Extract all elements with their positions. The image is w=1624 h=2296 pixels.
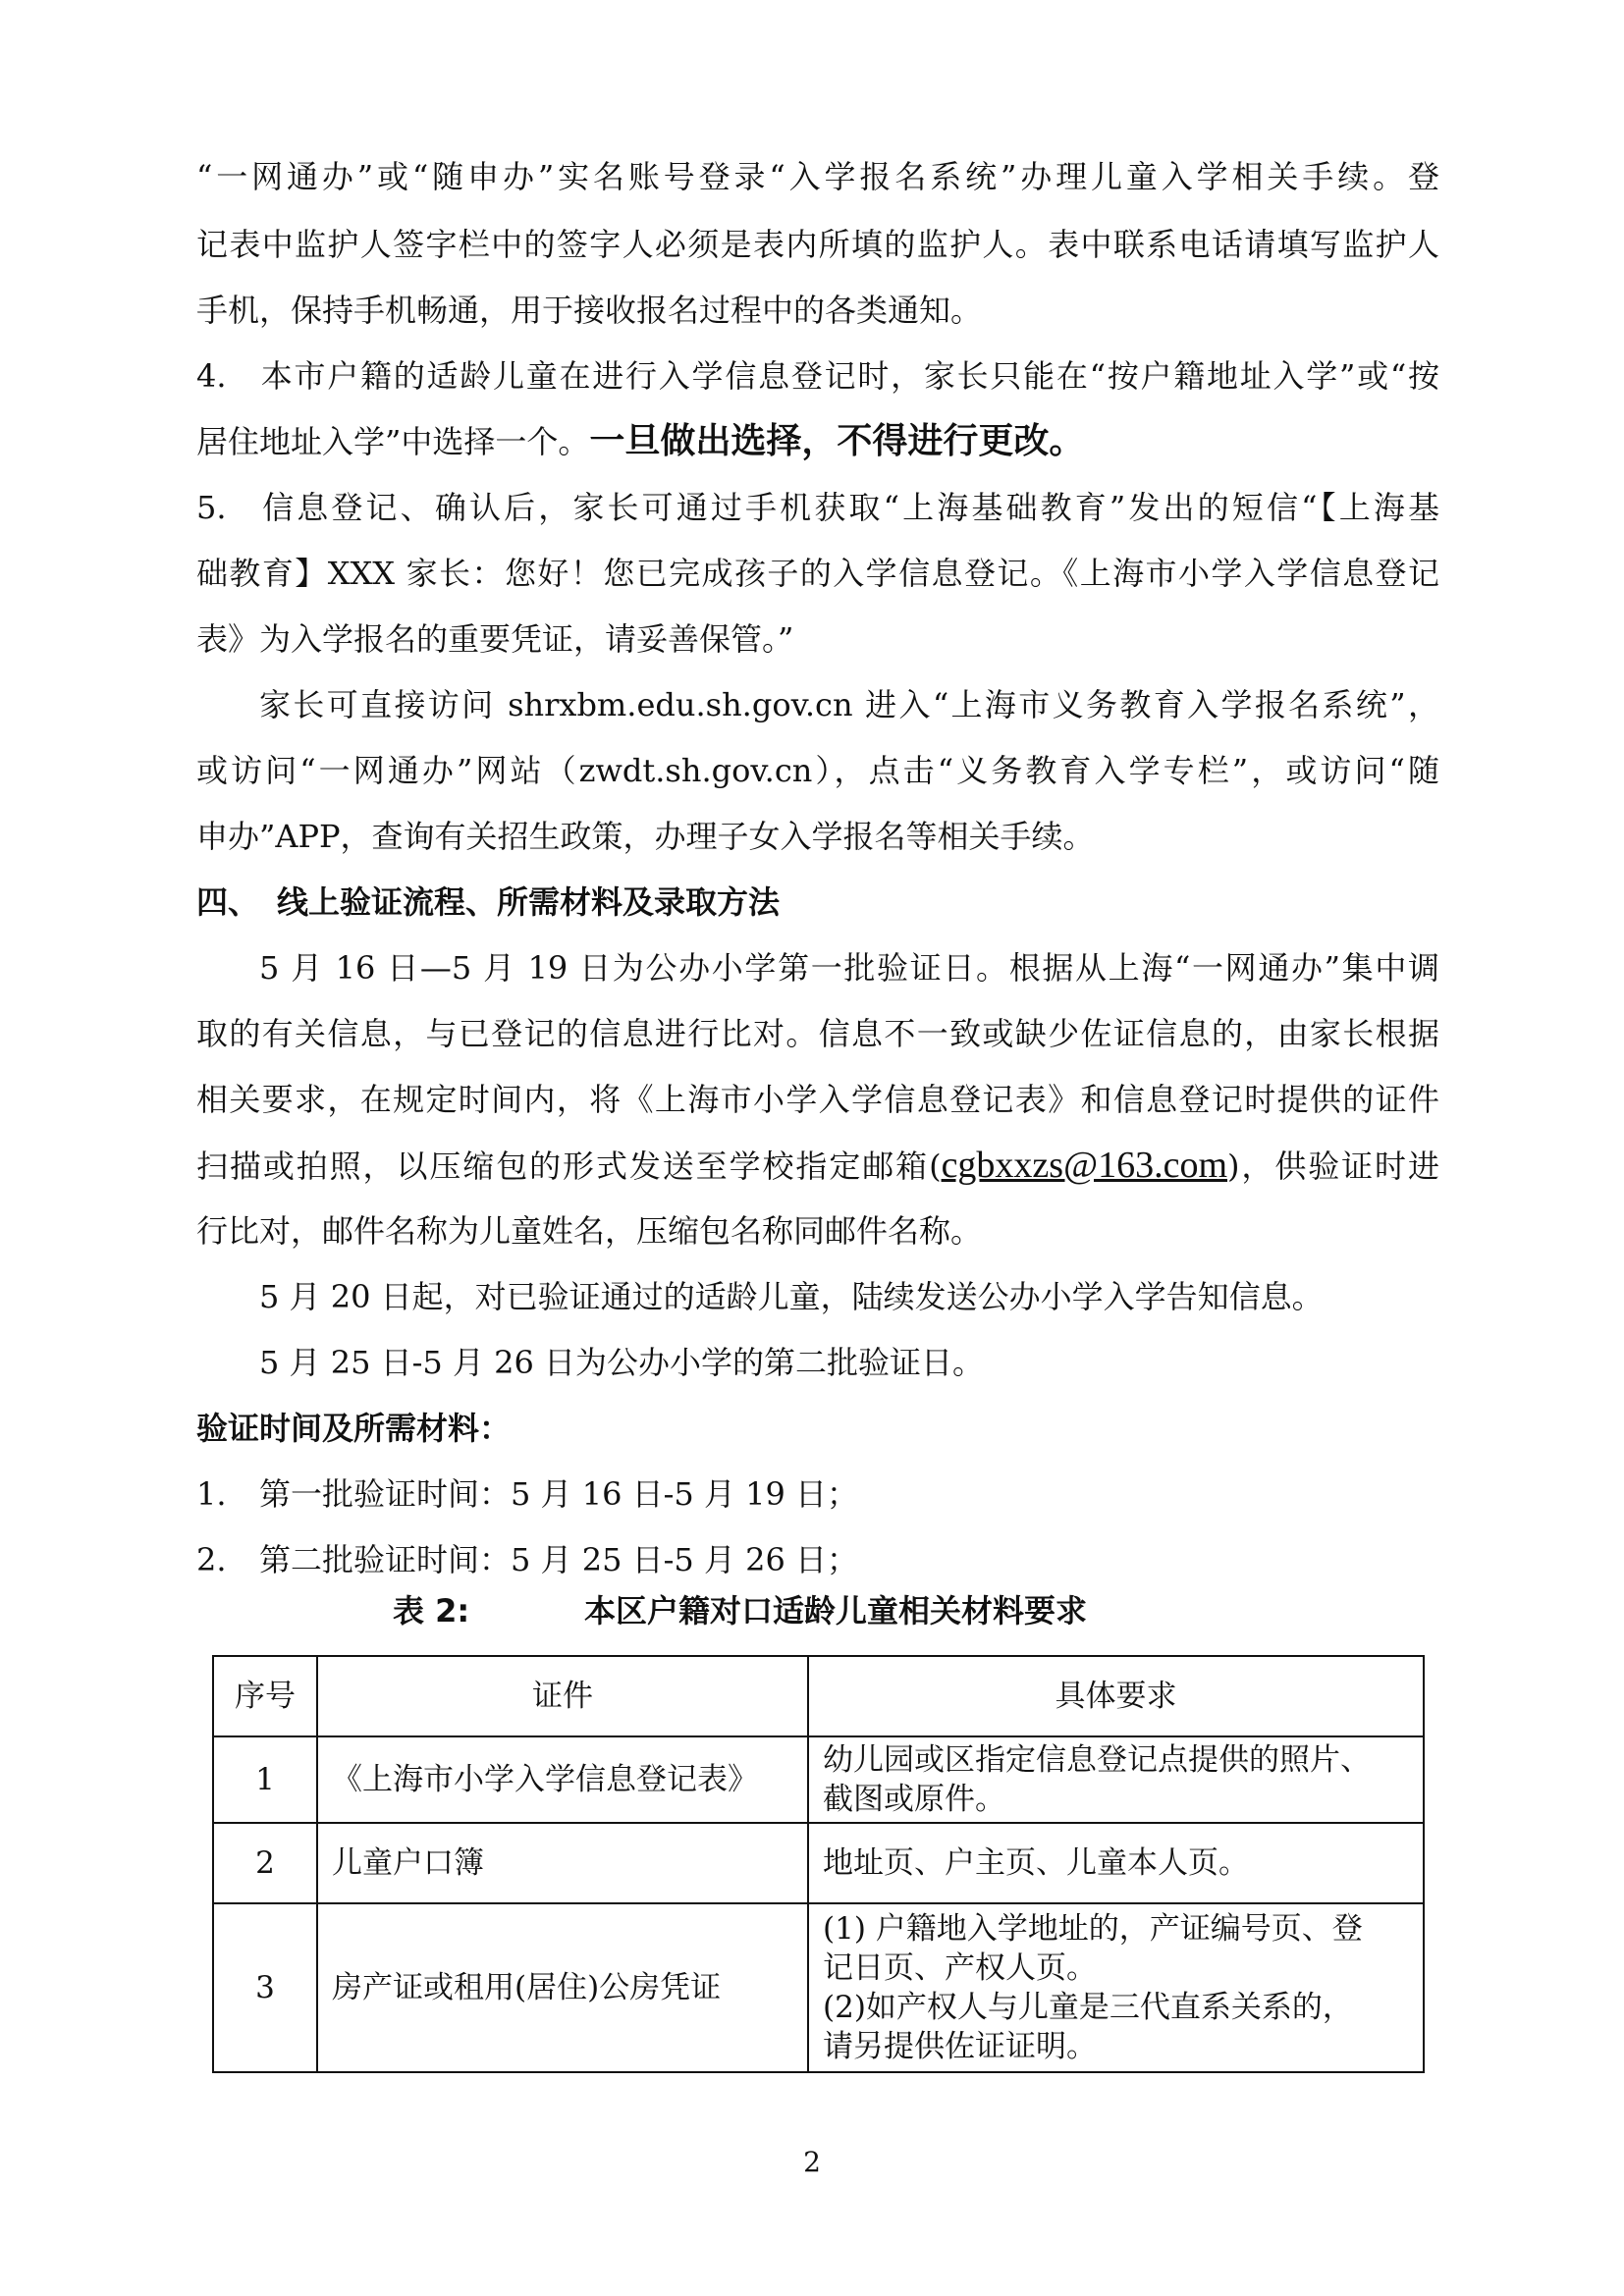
list-item-4-cont: 居住地址入学”中选择一个。一旦做出选择，不得进行更改。 [196,421,1085,461]
header-doc: 证件 [317,1656,808,1736]
table-caption-title: 本区户籍对口适龄儿童相关材料要求 [584,1592,1088,1629]
cell-doc: 儿童户口簿 [317,1823,808,1903]
cell-req: 地址页、户主页、儿童本人页。 [808,1823,1424,1903]
paragraph-line: 5 月 20 日起，对已验证通过的适龄儿童，陆续发送公办小学入学告知信息。 [259,1278,1324,1315]
table-row [213,1736,1424,1823]
list-item: 1. 第一批验证时间：5 月 16 日-5 月 19 日； [196,1475,859,1513]
cell-doc: 《上海市小学入学信息登记表》 [317,1736,808,1823]
paragraph-line: 家长可直接访问 shrxbm.edu.sh.gov.cn 进入“上海市义务教育入学报名系统”， [259,686,1439,723]
cell-no: 2 [213,1823,317,1903]
header-no: 序号 [213,1656,317,1736]
subsection-heading: 验证时间及所需材料： [196,1410,512,1447]
paragraph-line: 手机，保持手机畅通，用于接收报名过程中的各类通知。 [196,292,983,329]
paragraph-line: 记表中监护人签字栏中的签字人必须是表内所填的监护人。表中联系电话请填写监护人 [196,226,1439,263]
table-row [213,1903,1424,2072]
paragraph-line: 5 月 25 日-5 月 26 日为公办小学的第二批验证日。 [259,1344,985,1381]
paragraph-line: 5 月 16 日—5 月 19 日为公办小学第一批验证日。根据从上海“一网通办”集中调 [259,949,1439,987]
paragraph-line: “一网通办”或“随申办”实名账号登录“入学报名系统”办理儿童入学相关手续。登 [196,158,1439,195]
cell-req: 幼儿园或区指定信息登记点提供的照片、 截图或原件。 [808,1736,1424,1823]
list-item-5-cont: 础教育】XXX 家长：您好！您已完成孩子的入学信息登记。《上海市小学入学信息登记 [196,555,1439,592]
emphasis-text: 一旦做出选择，不得进行更改。 [589,421,1085,461]
list-item-5: 5. 信息登记、确认后，家长可通过手机获取“上海基础教育”发出的短信“【上海基 [196,489,1439,526]
paragraph-line: 行比对，邮件名称为儿童姓名，压缩包名称同邮件名称。 [196,1212,983,1250]
list-number: 4. [196,357,227,395]
table-caption [0,1586,1624,1629]
paragraph-line: 取的有关信息，与已登记的信息进行比对。信息不一致或缺少佐证信息的，由家长根据 [196,1015,1439,1052]
section-heading: 四、 线上验证流程、所需材料及录取方法 [196,883,781,921]
page-number: 2 [803,2146,821,2178]
table-row [213,1823,1424,1903]
cell-req: (1) 户籍地入学地址的，产证编号页、登 记日页、产权人页。 (2)如产权人与儿童是三代直系关系的， 请另提供佐证证明。 [808,1903,1424,2072]
email-link[interactable]: cgbxxzs@163.com [941,1145,1228,1186]
header-req: 具体要求 [808,1656,1424,1736]
paragraph-line: 申办”APP，查询有关招生政策，办理子女入学报名等相关手续。 [196,818,1095,855]
cell-no: 1 [213,1736,317,1823]
paragraph-line: 相关要求，在规定时间内，将《上海市小学入学信息登记表》和信息登记时提供的证件 [196,1081,1439,1118]
cell-no: 3 [213,1903,317,2072]
table-header-row [213,1656,1424,1736]
list-item: 2. 第二批验证时间：5 月 25 日-5 月 26 日； [196,1541,859,1578]
paragraph-line: 或访问“一网通办”网站（zwdt.sh.gov.cn），点击“义务教育入学专栏”，或访问“随 [196,752,1439,789]
list-item-4: 4. 本市户籍的适龄儿童在进行入学信息登记时，家长只能在“按户籍地址入学”或“按 [196,357,1439,395]
table-caption-label: 表 2: [393,1592,470,1629]
list-item-5-cont: 表》为入学报名的重要凭证，请妥善保管。” [196,620,794,658]
cell-doc: 房产证或租用(居住)公房凭证 [317,1903,808,2072]
list-number: 5. [196,489,227,526]
paragraph-line: 扫描或拍照，以压缩包的形式发送至学校指定邮箱(cgbxxzs@163.com)，供验证时进 [196,1145,1439,1186]
materials-table [212,1655,1425,2073]
